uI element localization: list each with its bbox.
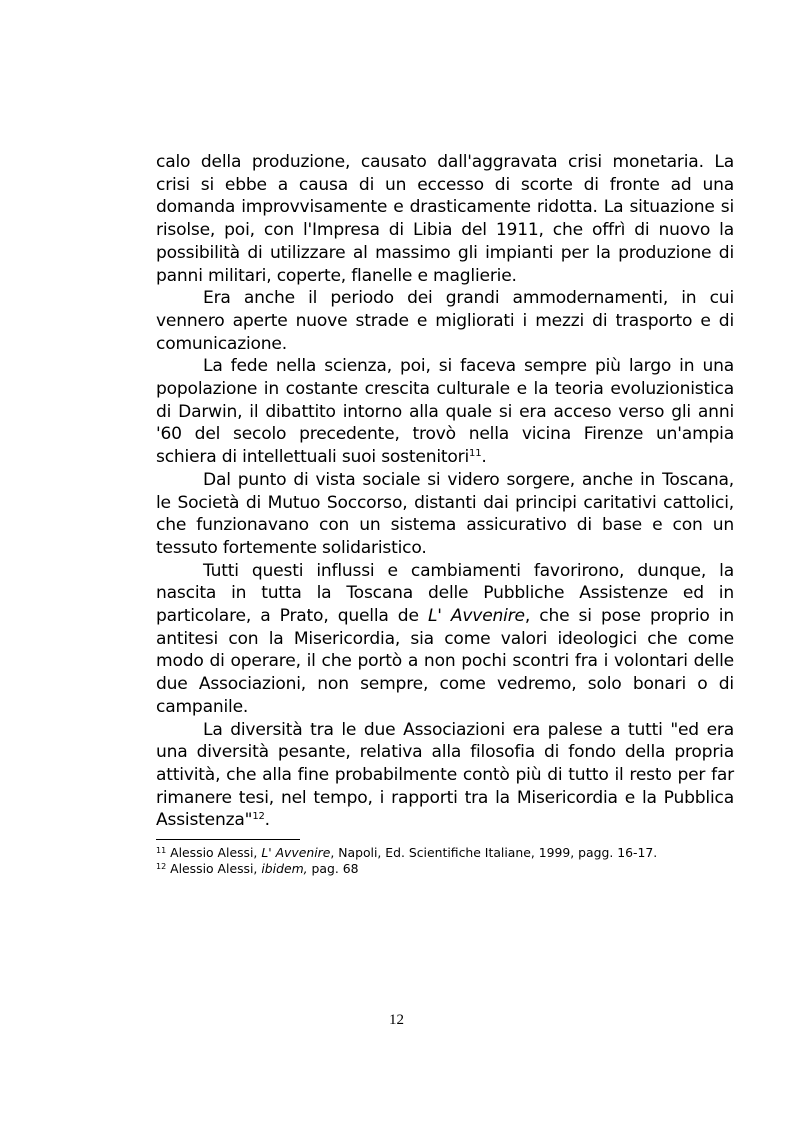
text-run: La fede nella scienza, poi, si faceva sempre più largo in una popolazione in costante crescita culturale e la teoria evoluzionistica di Darwin, il dibattito intorno alla quale si era acceso verso gli anni '60 del secolo precedente, trovò nella vicina Firenze un'ampia schiera di intellettuali suoi sostenitori: [156, 356, 734, 468]
paragraph: [156, 469, 734, 560]
text-run: Era anche il periodo dei grandi ammodernamenti, in cui vennero aperte nuove strade e migliorati i mezzi di trasporto e di comunicazione.: [156, 288, 734, 354]
paragraph: [156, 719, 734, 833]
footnote-ref: 11: [156, 846, 167, 855]
text-run: pag. 68: [307, 860, 359, 876]
text-run: .: [264, 810, 270, 831]
text-run: .: [481, 447, 487, 468]
paragraph: [156, 151, 734, 287]
footnote: [156, 845, 736, 861]
page-number: 12: [389, 1012, 404, 1028]
footnote-ref: 12: [252, 811, 265, 823]
footnote-separator: [156, 839, 300, 840]
paragraph: [156, 287, 734, 355]
text-run: Dal punto di vista sociale si videro sorgere, anche in Toscana, le Società di Mutuo Soccorso, distanti dai principi caritativi cattolici, che funzionavano con un sistema assicurativo di base e con un tessuto fortemente solidaristico.: [156, 469, 734, 558]
text-run: Alessio Alessi,: [166, 860, 262, 876]
text-run: , che si pose proprio in antitesi con la Misericordia, sia come valori ideologici che come modo di operare, il che portò a non pochi scontri fra i volontari delle due Associazioni, non sempre, come vedremo, solo bonari o di campanile.: [156, 606, 734, 717]
italic-title: ibidem,: [261, 860, 308, 876]
italic-title: L' Avvenire: [427, 606, 525, 627]
body-text: [156, 151, 734, 832]
text-run: La diversità tra le due Associazioni era palese a tutti "ed era una diversità pesante, relativa alla filosofia di fondo della propria attività, che alla fine probabilmente contò più di tutto il resto per far rimanere tesi, nel tempo, i rapporti tra la Misericordia e la Pubblica Assistenza": [156, 719, 734, 831]
footnotes: [156, 845, 736, 876]
paragraph: [156, 355, 734, 469]
italic-title: L' Avvenire: [261, 845, 331, 860]
footnote-ref: 12: [156, 861, 167, 871]
text-run: Alessio Alessi,: [166, 845, 262, 860]
text-run: Tutti questi influssi e cambiamenti favorirono, dunque, la nascita in tutta la Toscana delle Pubbliche Assistenze ed in particolare, a Prato, quella de: [156, 560, 734, 627]
paragraph: [156, 560, 734, 719]
footnote-ref: 11: [469, 448, 482, 460]
text-run: , Napoli, Ed. Scientifiche Italiane, 1999, pagg. 16-17.: [330, 845, 658, 860]
footnote: [156, 861, 736, 877]
text-run: calo della produzione, causato dall'aggravata crisi monetaria. La crisi si ebbe a causa di un eccesso di scorte di fronte ad una domanda improvvisamente e drasticamente ridotta. La situazione si risolse, poi, con l'Impresa di Libia del 1911, che offrì di nuovo la possibilità di utilizzare al massimo gli impianti per la produzione di panni militari, coperte, flanelle e maglierie.: [156, 152, 734, 286]
